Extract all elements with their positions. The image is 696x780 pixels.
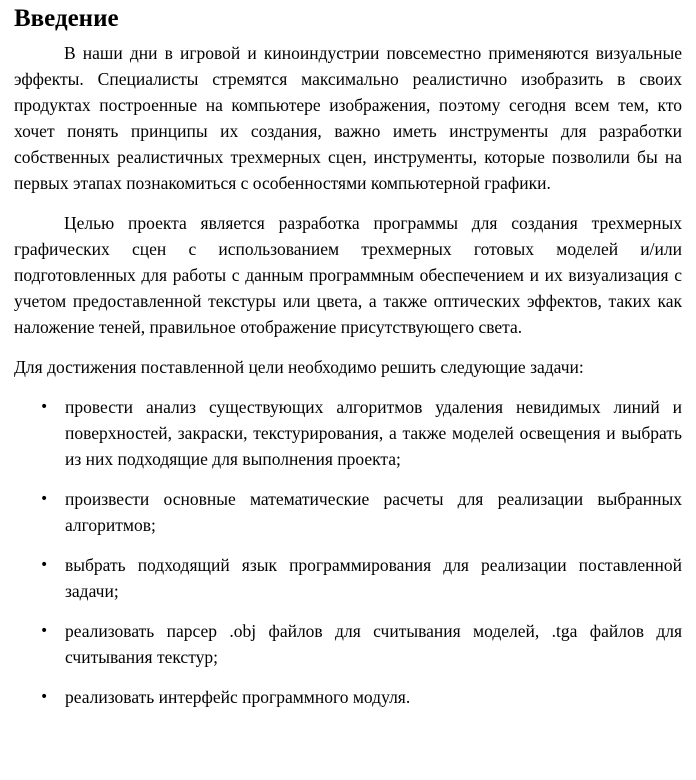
tasks-intro: Для достижения поставленной цели необходимо решить следующие задачи: (14, 357, 584, 377)
list-item-text: реализовать интерфейс программного модуля. (65, 687, 411, 707)
list-item (14, 618, 682, 670)
bullet-icon: • (40, 623, 49, 639)
bullet-icon: • (40, 399, 49, 415)
bullet-icon: • (40, 491, 49, 507)
section-heading: Введение (14, 5, 119, 32)
list-item-text: реализовать парсер .obj файлов для считывания моделей, .tga файлов для считывания текстур; (65, 621, 682, 667)
list-item-text: произвести основные математические расчеты для реализации выбранных алгоритмов; (65, 489, 682, 535)
bullet-icon: • (40, 557, 49, 573)
list-item (14, 552, 682, 604)
list-item (14, 684, 682, 710)
list-item (14, 394, 682, 472)
intro-paragraph-1: В наши дни в игровой и киноиндустрии повсеместно применяются визуальные эффекты. Специалисты стремятся максимально реалистично изобразить в своих продуктах построенные на компьютере изображения, поэтому сегодня всем тем, кто хочет понять принципы их создания, важно иметь инструменты для разработки собственных реалистичных трехмерных сцен, инструменты, которые позволили бы на первых этапах познакомиться с особенностями компьютерной графики. (14, 43, 682, 193)
tasks-list (14, 394, 682, 710)
list-item-text: выбрать подходящий язык программирования для реализации поставленной задачи; (65, 555, 682, 601)
document-page (14, 4, 682, 724)
list-item (14, 486, 682, 538)
list-item-text: провести анализ существующих алгоритмов удаления невидимых линий и поверхностей, закраски, текстурирования, а также моделей освещения и выбрать из них подходящие для выполнения проекта; (65, 397, 682, 469)
bullet-icon: • (40, 689, 49, 705)
intro-paragraph-2: Целью проекта является разработка программы для создания трехмерных графических сцен с использованием трехмерных готовых моделей и/или подготовленных для работы с данным программным обеспечением и их визуализация с учетом предоставленной текстуры или цвета, а также оптических эффектов, таких как наложение теней, правильное отображение присутствующего света. (14, 213, 682, 337)
